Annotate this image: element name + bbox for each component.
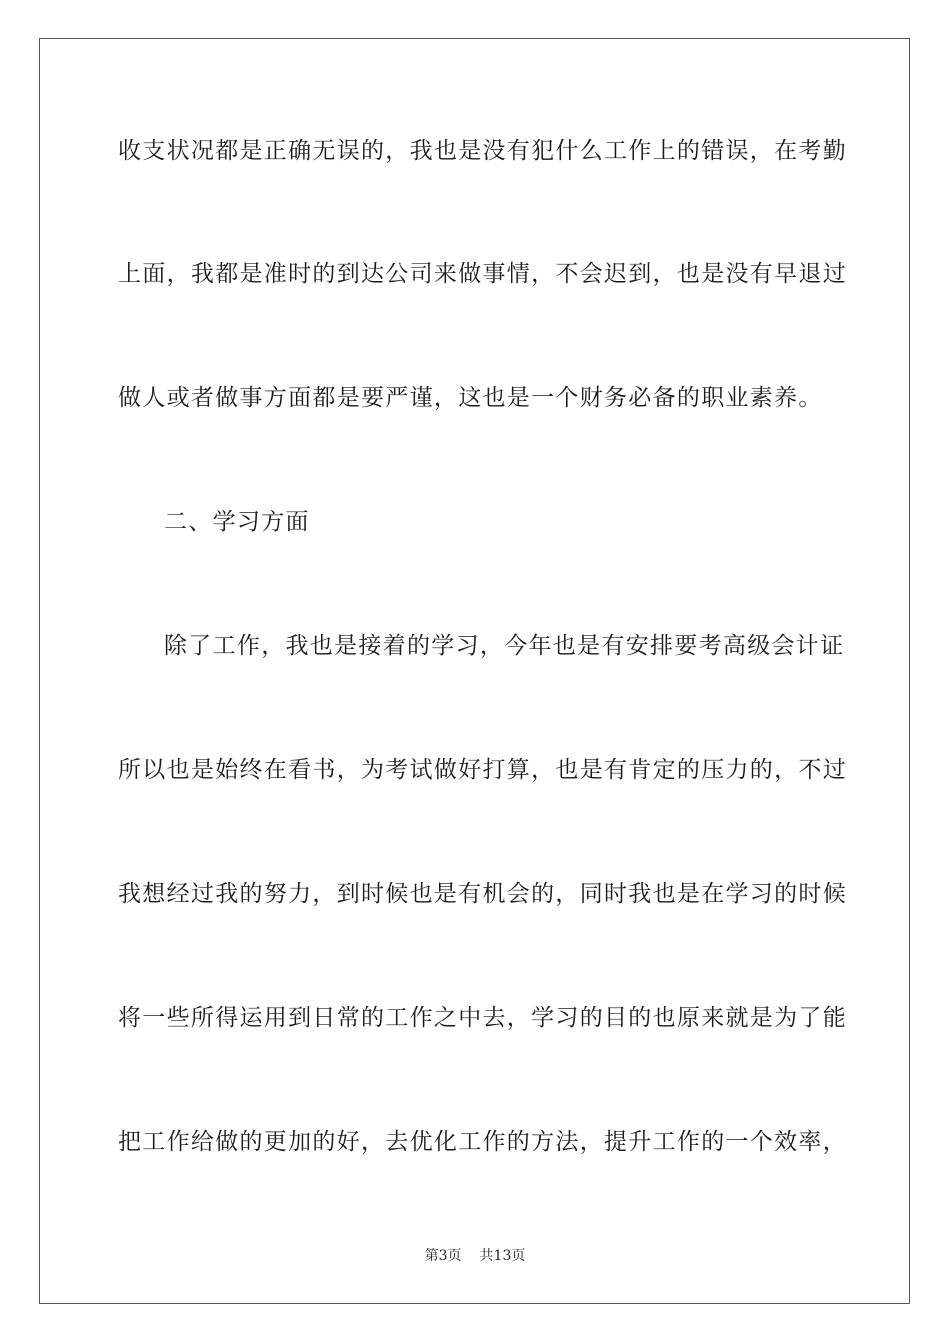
page-total: 共13页 (479, 1248, 526, 1264)
body-text-line: 将一些所得运用到日常的工作之中去，学习的目的也原来就是为了能 (118, 1005, 847, 1031)
body-text-line: 上面，我都是准时的到达公司来做事情，不会迟到，也是没有早退过 (118, 261, 847, 287)
body-text-line: 我想经过我的努力，到时候也是有机会的，同时我也是在学习的时候 (118, 881, 847, 907)
body-text-line: 所以也是始终在看书，为考试做好打算，也是有肯定的压力的，不过 (118, 757, 847, 783)
section-heading: 二、学习方面 (164, 509, 310, 535)
body-text-line: 收支状况都是正确无误的，我也是没有犯什么工作上的错误，在考勤 (118, 138, 847, 164)
page-border (39, 38, 910, 1304)
page-footer (0, 1247, 950, 1265)
body-text-line: 把工作给做的更加的好，去优化工作的方法，提升工作的一个效率， (118, 1129, 847, 1155)
paragraph-first-line: 除了工作，我也是接着的学习，今年也是有安排要考高级会计证 (164, 633, 845, 659)
body-text-line: 做人或者做事方面都是要严谨，这也是一个财务必备的职业素养。 (118, 385, 823, 411)
page-number: 第3页 (424, 1248, 462, 1264)
